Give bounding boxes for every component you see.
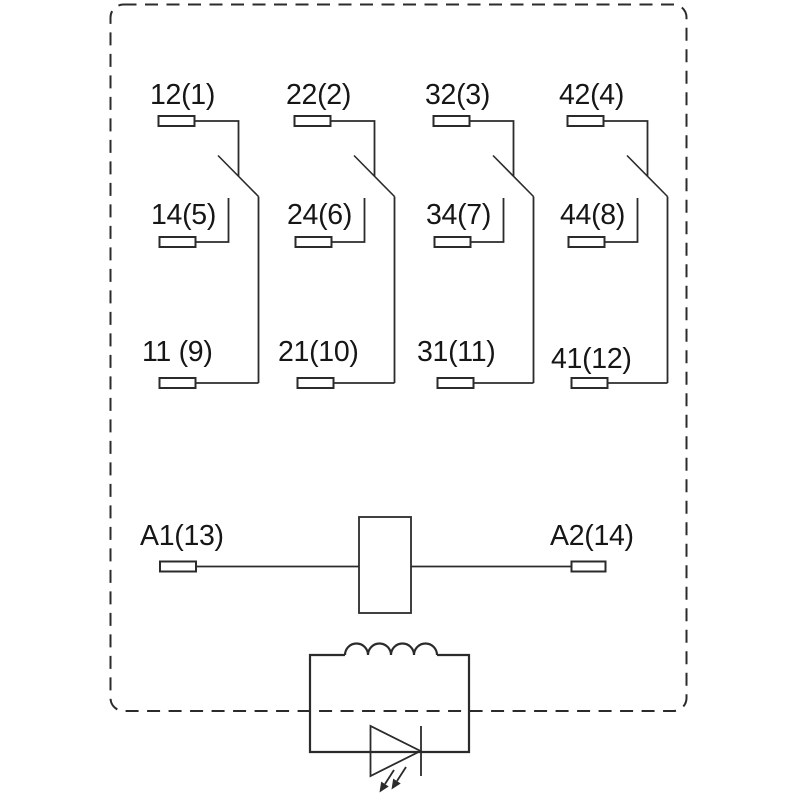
nc-terminal-box xyxy=(568,116,604,126)
no-terminal-label: 14(5) xyxy=(151,199,217,231)
contact-pole-2 xyxy=(278,79,395,388)
contact-pole-3 xyxy=(417,79,534,388)
inductor-coil-symbol xyxy=(345,644,437,656)
coil-body-rectangle xyxy=(359,517,411,613)
nc-terminal-box xyxy=(434,116,470,126)
contact-pole-4 xyxy=(551,79,668,388)
no-terminal-box xyxy=(160,237,196,247)
no-terminal-label: 44(8) xyxy=(560,199,626,231)
indicator-circuit xyxy=(310,644,469,793)
a2-terminal-box xyxy=(572,562,606,572)
common-terminal-label: 41(12) xyxy=(551,343,632,375)
common-terminal-box xyxy=(160,378,196,388)
nc-terminal-label: 32(3) xyxy=(425,79,491,111)
nc-terminal-box xyxy=(295,116,331,126)
a1-terminal-box xyxy=(160,562,196,572)
common-terminal-box xyxy=(438,378,474,388)
common-terminal-box xyxy=(572,378,608,388)
a1-terminal-label: A1(13) xyxy=(140,520,224,552)
common-terminal-box xyxy=(298,378,334,388)
common-terminal-label: 11 (9) xyxy=(142,336,213,368)
no-terminal-box xyxy=(569,237,605,247)
indicator-loop-wire xyxy=(310,655,469,752)
nc-wire xyxy=(604,121,648,176)
common-terminal-label: 21(10) xyxy=(278,336,359,368)
led-arrow-1-head xyxy=(380,782,389,793)
nc-terminal-box xyxy=(159,116,195,126)
no-terminal-box xyxy=(435,237,471,247)
nc-terminal-label: 22(2) xyxy=(286,79,352,111)
nc-wire xyxy=(195,121,239,176)
a2-terminal-label: A2(14) xyxy=(550,520,634,552)
nc-wire xyxy=(470,121,514,176)
nc-terminal-label: 12(1) xyxy=(150,79,216,111)
coil-circuit xyxy=(140,517,634,613)
no-terminal-box xyxy=(296,237,332,247)
common-terminal-label: 31(11) xyxy=(417,336,496,368)
led-light-arrows-icon xyxy=(380,767,407,793)
nc-wire xyxy=(331,121,375,176)
nc-terminal-label: 42(4) xyxy=(559,79,625,111)
led-arrow-2-shaft xyxy=(397,767,406,781)
led-arrow-1-shaft xyxy=(385,770,394,784)
led-arrow-2-head xyxy=(392,779,401,790)
no-terminal-label: 34(7) xyxy=(426,199,492,231)
contact-pole-1 xyxy=(142,79,259,388)
no-terminal-label: 24(6) xyxy=(287,199,353,231)
